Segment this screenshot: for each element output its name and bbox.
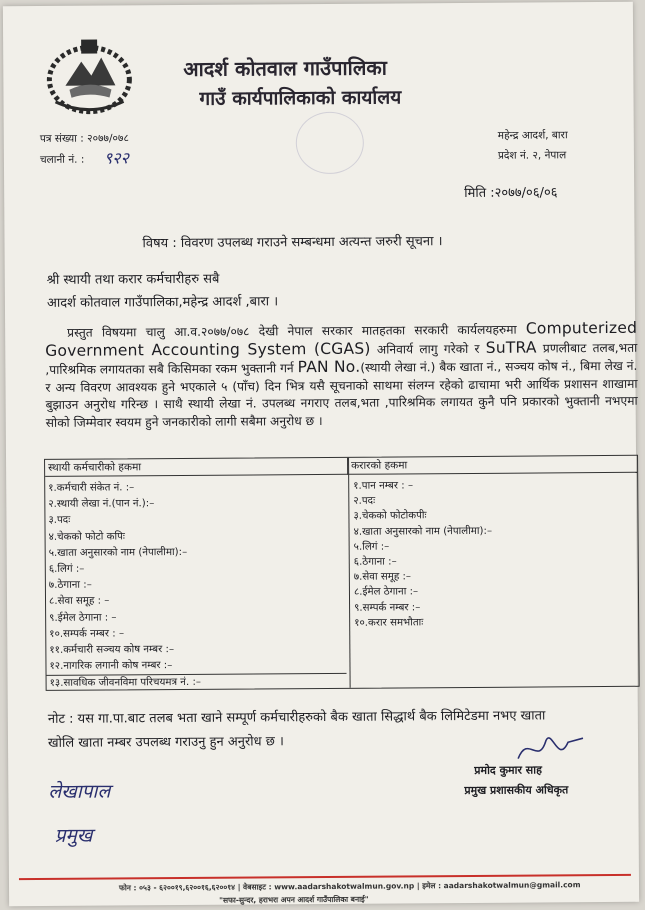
- details-form-table: [44, 455, 640, 691]
- list-item: ३.पदः: [48, 515, 71, 527]
- list-item: ५.लिगं :–: [353, 541, 390, 553]
- address-line-2: प्रदेश नं. २, नेपाल: [497, 149, 567, 162]
- list-item: १३.सावधिक जीवनविमा परिचयमत्र नं. :–: [47, 673, 347, 692]
- list-item: १२.नागरिक लगानी कोष नम्बर :–: [49, 660, 173, 672]
- list-item: ३.चेकको फोटोकपीः: [353, 510, 427, 523]
- list-item: ७.ठेगाना :–: [48, 579, 92, 592]
- contract-staff-header: करारको हकमा: [348, 456, 637, 475]
- body-text-1: प्रस्तुत विषयमा चालु आ.व.२०७७/०७८ देखी नेपाल सरकार मातहतका सरकारी कार्यलयहरुमा: [67, 322, 517, 340]
- list-item: १०.सम्पर्क नम्बर : –: [49, 628, 125, 640]
- list-item: ६.लिगं :–: [48, 563, 85, 575]
- body-text-3: प्रणलीबाट तलब,भता ,पारिश्रमिक लगायतका सबै किसिमका रकम भुक्तानी गर्न: [45, 340, 638, 378]
- recipient-line-2: आदर्श कोतवाल गाउँपालिका,महेन्द्र आदर्श ,बारा ।: [46, 294, 279, 311]
- footer-slogan: "सफा-सुन्दर, हराभरा अपन आदर्श गाउँपालिका बनाई": [219, 894, 369, 905]
- list-item: २.पदः: [353, 495, 376, 507]
- recipient-line-1: श्री स्थायी तथा करार कर्मचारीहरु सबै: [46, 271, 220, 288]
- footer-contact: फोन : ०५३ - ६२००१९,६२००१६,६२००१४ | वेबसाइट : www.aadarshakotwalmun.gov.np | इमेल : aadarshakotwalmun@gmail.com: [118, 880, 581, 893]
- body-paragraph: [45, 320, 638, 433]
- body-pan: PAN No.: [297, 357, 361, 377]
- letter-date: मिति :२०७७/०६/०६: [464, 185, 558, 201]
- org-name: आदर्श कोतवाल गाउँपालिका: [183, 55, 387, 81]
- list-item: ४.चेकको फोटो कपिः: [48, 530, 125, 543]
- letter-page: [3, 2, 639, 906]
- list-item: ८.ईमेल ठेगाना :–: [353, 586, 419, 599]
- list-item: १०.करार समभौताः: [354, 616, 424, 629]
- dispatch-label: चलानी नं. :: [39, 153, 85, 166]
- faded-stamp: [296, 112, 364, 174]
- body-cgas: Computerized Government Accounting System (CGAS): [45, 318, 638, 360]
- permanent-staff-list: [45, 479, 346, 693]
- body-text-2: अनिवार्य लागु गरेको र: [376, 341, 480, 357]
- signatory-name: प्रमोद कुमार साह: [474, 763, 542, 777]
- body-text-4: (स्थायी लेखा नं.) बैक खाता नं., सञ्चय कोष नं., बिमा लेख नं. र अन्य विवरण आवश्यक हुने भएकाले ५ (पाँच) दिन भित्र यसै सूचनाको साथमा संलग्न रहेको ढाचामा भरी आर्थिक प्रशासन शाखामा बुझाउन अनुरोध गरिन्छ । साथै स्थायी लेखा नं. उपलब्ध नगराए तलब,भता ,पारिश्रमिक लगायत कुनै पनि प्रकारको भुक्तानी नभएमा सोको जिम्मेवार स्वयम हुने जनकारीको लागी सबैमा अनुरोध छ ।: [45, 358, 638, 430]
- handwritten-accountant: लेखापाल: [48, 780, 111, 803]
- footer-rule: [19, 874, 631, 880]
- dispatch-number: ९२२: [103, 148, 129, 168]
- list-item: १.पान नम्बर : –: [353, 480, 414, 492]
- list-item: २.स्थायी लेखा नं.(पान नं.):–: [48, 498, 155, 511]
- signatory-title: प्रमुख प्रशासकीय अधिकृत: [464, 783, 569, 798]
- nepal-emblem-icon: [43, 35, 136, 116]
- list-item: ६.ठेगाना :–: [353, 556, 397, 568]
- list-item: ९.ईमेल ठेगाना : –: [49, 611, 117, 624]
- address-line-1: महेन्द्र आदर्श, बारा: [497, 129, 568, 142]
- handwritten-chief: प्रमुख: [54, 824, 93, 847]
- body-sutra: SuTRA: [485, 338, 537, 357]
- list-item: ७.सेवा समूह :–: [353, 571, 412, 583]
- list-item: ९.सम्पर्क नम्बर :–: [354, 601, 421, 614]
- office-name: गाउँ कार्यपालिकाको कार्यालय: [199, 86, 402, 110]
- permanent-staff-header: स्थायी कर्मचारीको हकमा: [45, 458, 348, 477]
- list-item: १.कर्मचारी संकेत नं. :–: [48, 482, 135, 494]
- bank-account-note: नोट : यस गा.पा.बाट तलब भता खाने सम्पूर्ण कर्मचारीहरुको बैक खाता सिद्धार्थ बैक लिमिटेडमा नभए खाता खोलि खाता नम्बर उपलब्ध गराउनु हुन अनुरोध छ ।: [47, 708, 546, 751]
- list-item: ५.खाता अनुसारको नाम (नेपालीमा):–: [48, 546, 188, 559]
- list-item: ११.कर्मचारी सञ्चय कोष नम्बर :–: [49, 643, 175, 656]
- letter-number: पत्र संख्या : २०७७/०७८: [39, 132, 129, 145]
- list-item: ४.खाता अनुसारको नाम (नेपालीमा):–: [353, 525, 493, 538]
- letter-subject: विषय : विवरण उपलब्ध गराउने सम्बन्धमा अत्यन्त जरुरी सूचना ।: [142, 234, 443, 252]
- contract-staff-list: [350, 477, 636, 631]
- list-item: ८.सेवा समूह : –: [48, 595, 110, 608]
